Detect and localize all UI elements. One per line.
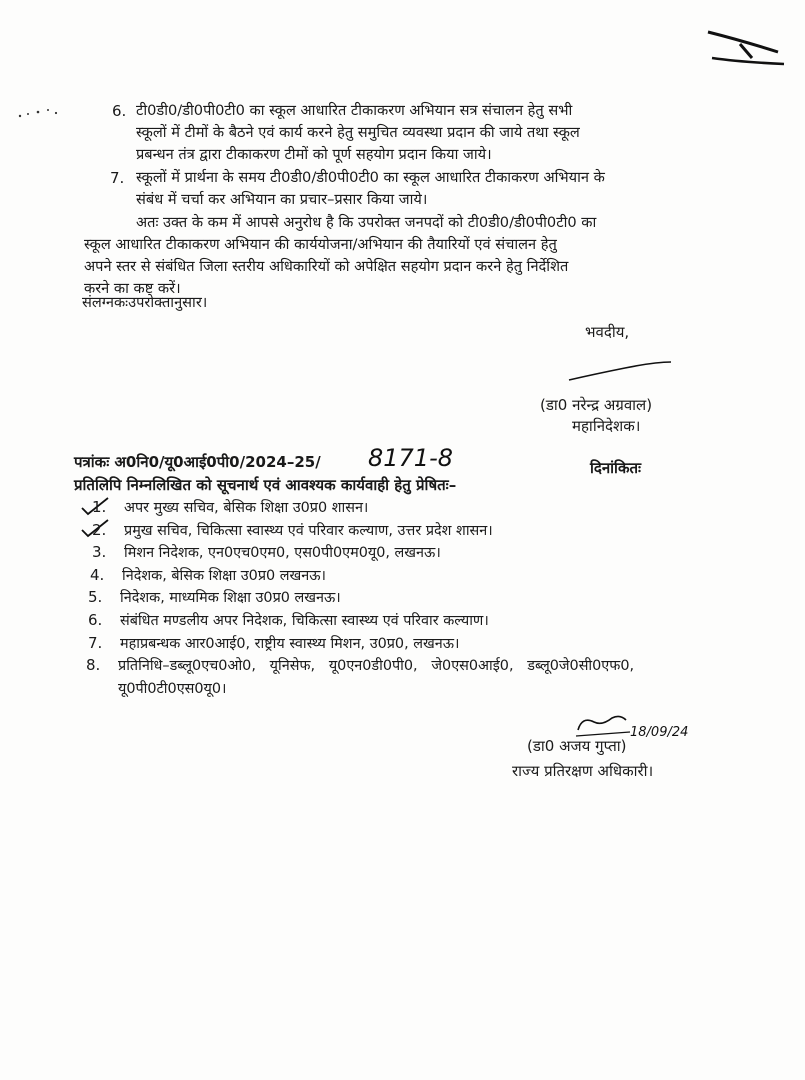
handwritten-date-text: 18/09/24 [630,725,689,740]
copy-item-number: 6. [88,610,103,629]
copy-item-number: 1. [92,498,107,516]
point-6-line-2: स्कूलों में टीमों के बैठने एवं कार्य करने हेतु समुचित व्यवस्था प्रदान की जाये तथा स्कूल [136,124,580,141]
handwritten-number-text: 8171-8 [368,444,454,472]
point-7-line-1: स्कूलों में प्रार्थना के समय टी0डी0/डी0पी0टी0 का स्कूल आधारित टीकाकरण अभियान के [136,169,605,186]
point-6-line-1: टी0डी0/डी0पी0टी0 का स्कूल आधारित टीकाकरण अभियान सत्र संचालन हेतु सभी [136,102,573,119]
point-7-number: 7. [110,169,125,187]
copy-item-number: 4. [90,565,105,584]
copy-item-continuation-text: यू0पी0टी0एस0यू0। [118,680,227,697]
copy-list-continuation [86,677,726,700]
copy-item-text: महाप्रबन्धक आर0आई0, राष्ट्रीय स्वास्थ्य मिशन, उ0प्र0, लखनऊ। [120,635,460,652]
copy-list [86,496,732,699]
copy-item-text: मिशन निदेशक, एन0एच0एम0, एस0पी0एम0यू0, लखनऊ। [124,545,441,562]
date-label: दिनांकितः [590,459,642,477]
point-6-line-3: प्रबन्धन तंत्र द्वारा टीकाकरण टीमों को पूर्ण सहयोग प्रदान किया जाये। [136,146,492,163]
copy-list-item [92,496,732,519]
copy-item-text: अपर मुख्य सचिव, बेसिक शिक्षा उ0प्र0 शासन। [124,500,369,516]
letter-number-label: पत्रांकः अ0नि0/यू0आई0पी0/2024–25/ [74,453,321,471]
signatory-2-name: (डा0 अजय गुप्ता) [527,737,627,755]
request-line-4: करने का कष्ट करें। [84,280,181,297]
copy-list-item [88,609,728,632]
signatory-1-designation: महानिदेशक। [572,417,641,435]
copy-list-item [86,654,726,677]
request-line-1: अतः उक्त के कम में आपसे अनुरोध है कि उपरोक्त जनपदों को टी0डी0/डी0पी0टी0 का [136,214,597,231]
point-7-line-2: संबंध में चर्चा कर अभियान का प्रचार–प्रसार किया जाये। [136,191,428,208]
letter-number-handwritten [366,440,466,474]
copy-item-text: प्रमुख सचिव, चिकित्सा स्वास्थ्य एवं परिवार कल्याण, उत्तर प्रदेश शासन। [124,522,493,539]
margin-specks [14,104,64,124]
point-7 [110,167,710,211]
copy-item-text: प्रतिनिधि–डब्लू0एच0ओ0, यूनिसेफ, यू0एन0डी0पी0, जे0एस0आई0, डब्लू0जे0सी0एफ0, [118,658,635,675]
copy-item-number: 5. [88,588,103,607]
request-line-2: स्कूल आधारित टीकाकरण अभियान की कार्ययोजना/अभियान की तैयारियों एवं संचालन हेतु [84,236,557,253]
letter-number [74,452,321,472]
copy-item-number: 7. [88,633,103,652]
signatory-2-designation: राज्य प्रतिरक्षण अधिकारी। [512,762,654,780]
copy-item-text: संबंधित मण्डलीय अपर निदेशक, चिकित्सा स्वास्थ्य एवं परिवार कल्याण। [120,612,489,629]
copy-list-item [92,541,732,564]
request-paragraph [84,212,714,300]
request-line-3: अपने स्तर से संबंधित जिला स्तरीय अधिकारियों को अपेक्षित सहयोग प्रदान करने हेतु निर्देशित [84,258,569,275]
signatory-1-name: (डा0 नरेन्द्र अग्रवाल) [540,396,653,414]
closing-salutation: भवदीय, [585,323,630,341]
copy-list-item [88,586,728,609]
copy-item-text: निदेशक, बेसिक शिक्षा उ0प्र0 लखनऊ। [122,567,326,584]
copy-item-number: 3. [92,543,107,562]
copy-item-number: 2. [92,520,107,539]
copy-list-item [88,632,728,655]
copy-list-item [92,519,732,542]
copy-item-text: निदेशक, माध्यमिक शिक्षा उ0प्र0 लखनऊ। [120,590,341,607]
point-6-number: 6. [112,102,127,120]
corner-pen-mark [700,22,790,72]
enclosure-note: संलग्नकःउपरोक्तानुसार। [82,294,208,311]
copy-list-item [90,564,730,587]
point-6 [112,100,712,166]
signature-1 [565,358,675,386]
copy-item-number: 8. [86,656,101,675]
copy-heading: प्रतिलिपि निम्नलिखित को सूचनार्थ एवं आवश्यक कार्यवाही हेतु प्रेषितः– [74,476,457,494]
